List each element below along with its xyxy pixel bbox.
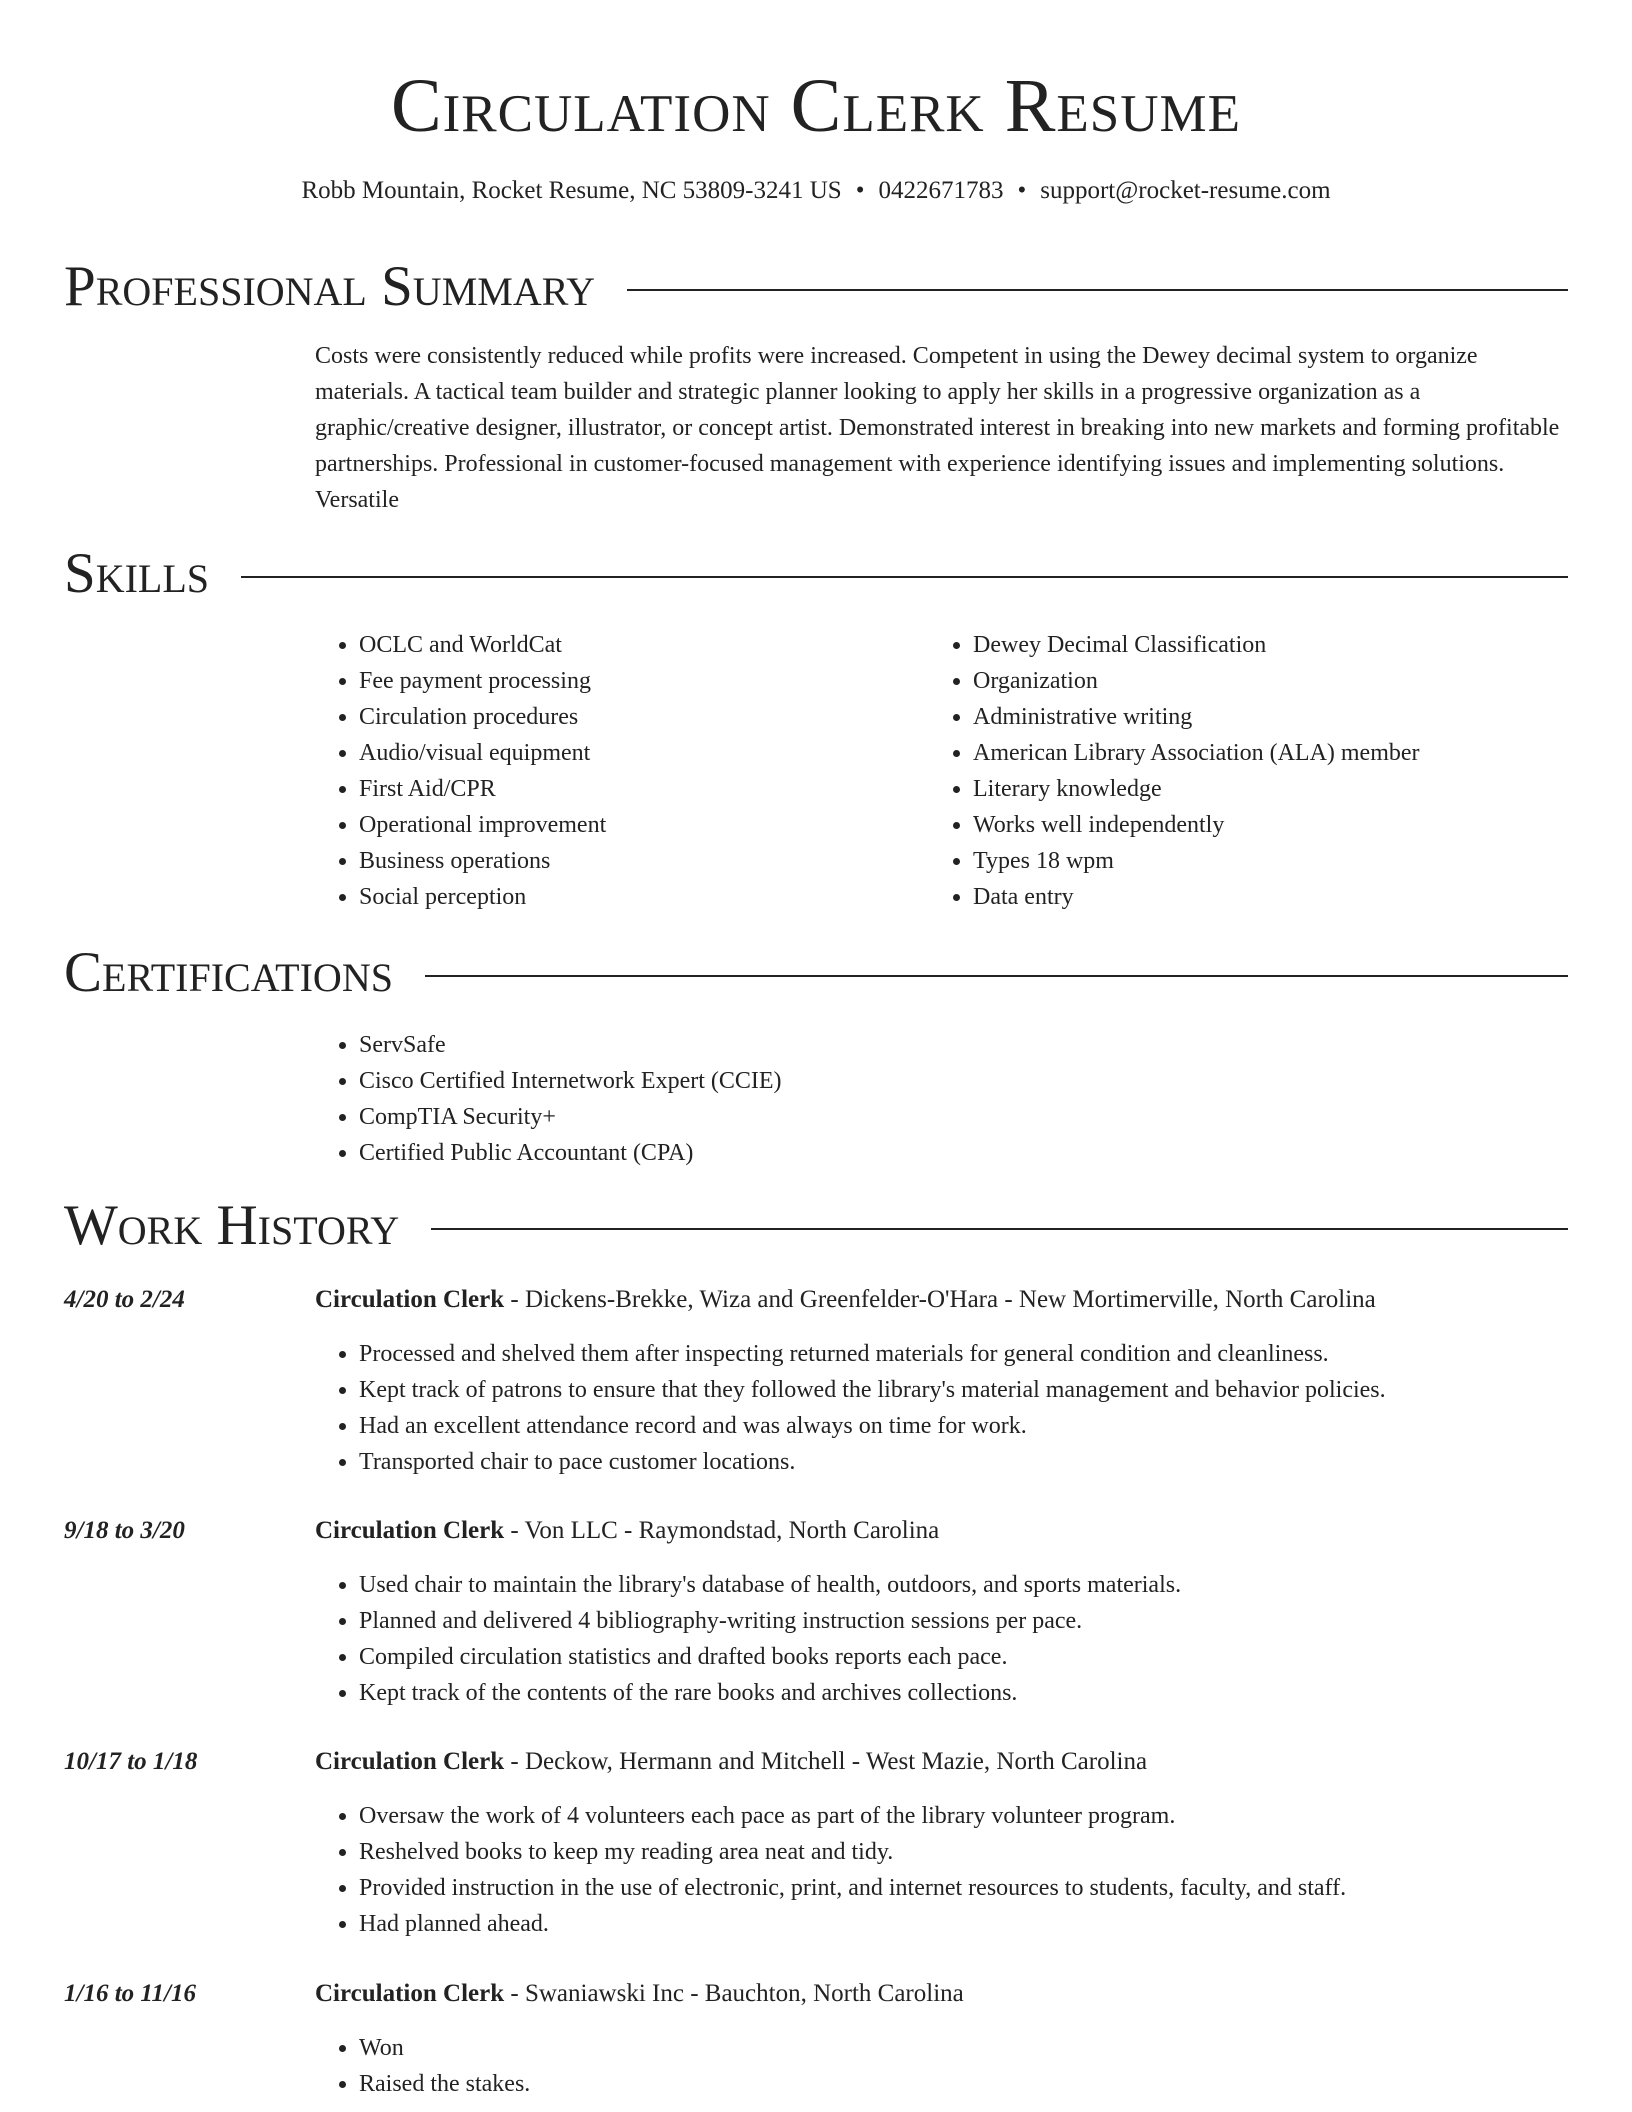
job-heading xyxy=(315,1282,1376,1318)
skill-item: • Literary knowledge xyxy=(973,771,1420,807)
duty-item: • Kept track of patrons to ensure that they followed the library's material management and behavior policies. xyxy=(359,1372,1386,1408)
duty-item: • Kept track of the contents of the rare books and archives collections. xyxy=(359,1675,1181,1711)
job-details: - Deckow, Hermann and Mitchell - West Mazie, North Carolina xyxy=(504,1748,1148,1775)
job-role: Circulation Clerk xyxy=(315,1748,505,1775)
job-duties xyxy=(315,1336,1386,1480)
certifications-list xyxy=(315,1027,782,1171)
job-duties xyxy=(315,1798,1346,1942)
section-heading-skills xyxy=(64,541,1568,607)
certification-item: • CompTIA Security+ xyxy=(359,1099,782,1135)
skill-item: • Operational improvement xyxy=(359,807,606,843)
job-role: Circulation Clerk xyxy=(315,1980,505,2007)
job-dates: 1/16 to 11/16 xyxy=(64,1980,196,2007)
skill-item: • Business operations xyxy=(359,843,606,879)
duty-item: • Compiled circulation statistics and drafted books reports each pace. xyxy=(359,1639,1181,1675)
job-details: - Dickens-Brekke, Wiza and Greenfelder-O'Hara - New Mortimerville, North Carolina xyxy=(504,1286,1376,1313)
duty-item: • Reshelved books to keep my reading area neat and tidy. xyxy=(359,1834,1346,1870)
section-title-work-history: Work History xyxy=(64,1194,400,1257)
job-heading xyxy=(315,1976,964,2012)
job-heading xyxy=(315,1513,939,1549)
section-divider xyxy=(241,576,1568,578)
duties-list xyxy=(315,2030,530,2102)
duty-item: • Had an excellent attendance record and was always on time for work. xyxy=(359,1408,1386,1444)
job-role: Circulation Clerk xyxy=(315,1286,505,1313)
duty-item: • Raised the stakes. xyxy=(359,2066,530,2102)
contact-phone: 0422671783 xyxy=(878,177,1004,204)
duty-item: • Oversaw the work of 4 volunteers each pace as part of the library volunteer program. xyxy=(359,1798,1346,1834)
section-divider xyxy=(627,289,1568,291)
skill-item: • Fee payment processing xyxy=(359,663,606,699)
job-dates: 9/18 to 3/20 xyxy=(64,1517,185,1544)
skill-item: • Audio/visual equipment xyxy=(359,735,606,771)
duty-item: • Processed and shelved them after inspecting returned materials for general condition and cleanliness. xyxy=(359,1336,1386,1372)
skill-item: • Social perception xyxy=(359,879,606,915)
job-dates: 10/17 to 1/18 xyxy=(64,1748,198,1775)
section-heading-summary xyxy=(64,254,1568,320)
duty-item: • Provided instruction in the use of electronic, print, and internet resources to students, faculty, and staff. xyxy=(359,1870,1346,1906)
section-divider xyxy=(431,1228,1568,1230)
section-title-certifications: Certifications xyxy=(64,941,393,1004)
job-duties xyxy=(315,2030,530,2102)
job-duties xyxy=(315,1567,1181,1711)
contact-line xyxy=(0,174,1632,208)
contact-email: support@rocket-resume.com xyxy=(1040,177,1331,204)
duties-list xyxy=(315,1336,1386,1480)
section-divider xyxy=(425,975,1568,977)
skill-item: • OCLC and WorldCat xyxy=(359,627,606,663)
skill-item: • American Library Association (ALA) member xyxy=(973,735,1420,771)
section-title-summary: Professional Summary xyxy=(64,255,596,318)
duty-item: • Won xyxy=(359,2030,530,2066)
summary-text: Costs were consistently reduced while profits were increased. Competent in using the Dewey decimal system to organize materials. A tactical team builder and strategic planner looking to apply her skills in a progressive organization as a graphic/creative designer, illustrator, or concept artist. Demonstrated interest in breaking into new markets and forming profitable partnerships. Professional in customer-focused management with experience identifying issues and implementing solutions. Versatile xyxy=(315,343,1560,513)
skills-list-right xyxy=(929,627,1420,915)
job-details: - Swaniawski Inc - Bauchton, North Carolina xyxy=(504,1980,964,2007)
certification-item: • ServSafe xyxy=(359,1027,782,1063)
skill-item: • Organization xyxy=(973,663,1420,699)
job-role: Circulation Clerk xyxy=(315,1517,505,1544)
skill-item: • Works well independently xyxy=(973,807,1420,843)
contact-address: Robb Mountain, Rocket Resume, NC 53809-3241 US xyxy=(301,177,842,204)
contact-separator: • xyxy=(1017,177,1027,204)
certifications-block xyxy=(315,1027,782,1171)
duties-list xyxy=(315,1567,1181,1711)
section-heading-certifications xyxy=(64,940,1568,1006)
skill-item: • Types 18 wpm xyxy=(973,843,1420,879)
certification-item: • Certified Public Accountant (CPA) xyxy=(359,1135,782,1171)
skills-column-right xyxy=(929,627,1420,915)
skills-column-left xyxy=(315,627,606,915)
resume-title: Circulation Clerk Resume xyxy=(390,64,1242,148)
skills-list-left xyxy=(315,627,606,915)
duty-item: • Planned and delivered 4 bibliography-writing instruction sessions per pace. xyxy=(359,1603,1181,1639)
skill-item: • Circulation procedures xyxy=(359,699,606,735)
job-details: - Von LLC - Raymondstad, North Carolina xyxy=(504,1517,940,1544)
section-heading-work-history xyxy=(64,1193,1568,1259)
certification-item: • Cisco Certified Internetwork Expert (CCIE) xyxy=(359,1063,782,1099)
skill-item: • Administrative writing xyxy=(973,699,1420,735)
duties-list xyxy=(315,1798,1346,1942)
section-title-skills: Skills xyxy=(64,542,210,605)
job-dates: 4/20 to 2/24 xyxy=(64,1286,185,1313)
skill-item: • First Aid/CPR xyxy=(359,771,606,807)
skill-item: • Data entry xyxy=(973,879,1420,915)
job-heading xyxy=(315,1744,1147,1780)
duty-item: • Used chair to maintain the library's database of health, outdoors, and sports materials. xyxy=(359,1567,1181,1603)
duty-item: • Transported chair to pace customer locations. xyxy=(359,1444,1386,1480)
skill-item: • Dewey Decimal Classification xyxy=(973,627,1420,663)
contact-separator: • xyxy=(855,177,865,204)
duty-item: • Had planned ahead. xyxy=(359,1906,1346,1942)
